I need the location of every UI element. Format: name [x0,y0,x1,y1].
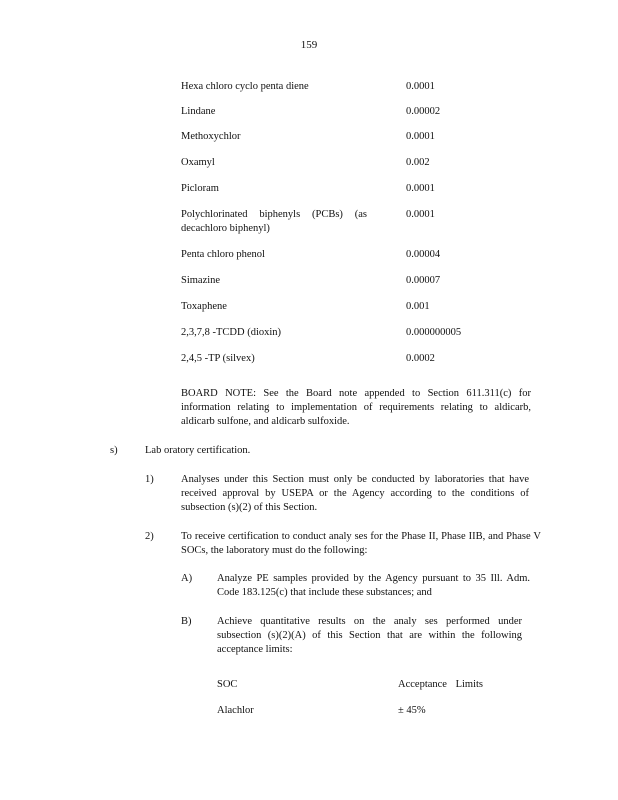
item-text: Analyses under this Section must only be conducted by laboratories that have received approval by USEPA or the Agency according to the conditions of subsection (s)(2) of this Section. [181,474,529,513]
contaminant-limit: 0.001 [406,301,430,312]
contaminant-limit: 0.0001 [406,81,435,92]
subitem-text: Analyze PE samples provided by the Agency pursuant to 35 Ill. Adm. Code 183.125(c) that include these substances; and [217,573,530,598]
board-note: BOARD NOTE: See the Board note appended to Section 611.311(c) for information relating to implementation of requirements relating to aldicarb, aldicarb sulfone, and aldicarb sulfoxide. [181,388,531,427]
contaminant-name: Simazine [181,275,221,286]
contaminant-limit: 0.00007 [406,275,441,286]
contaminant-name: Methoxychlor [181,131,241,142]
column-header-soc: SOC [217,679,238,690]
contaminant-name: 2,4,5 -TP (silvex) [181,353,255,364]
subitem-text: Achieve quantitative results on the analy ses performed under subsection (s)(2)(A) of this Section that are within the following acceptance limits: [217,616,522,655]
page-number: 159 [300,39,318,51]
contaminant-limit: 0.0001 [406,183,435,194]
contaminant-name: Lindane [181,106,216,117]
contaminant-limit: 0.002 [406,157,430,168]
item-marker: 2) [145,531,154,542]
contaminant-name: Toxaphene [181,301,227,312]
contaminant-name: Hexa chloro cyclo penta diene [181,81,309,92]
contaminant-limit: 0.0001 [406,209,435,220]
subitem-marker: A) [181,573,193,584]
subitem-marker: B) [181,616,192,627]
contaminant-limit: 0.00004 [406,249,441,260]
contaminant-name: Picloram [181,183,219,194]
contaminant-limit: 0.0001 [406,131,435,142]
contaminant-name: Penta chloro phenol [181,249,265,260]
column-header-acceptance-limits: Acceptance Limits [398,679,484,690]
contaminant-name: 2,3,7,8 -TCDD (dioxin) [181,327,282,338]
contaminant-limit: 0.00002 [406,106,441,117]
table-cell-soc: Alachlor [217,705,254,716]
contaminant-limit: 0.000000005 [406,327,462,338]
contaminant-limit: 0.0002 [406,353,435,364]
section-heading: Lab oratory certification. [145,445,251,456]
section-marker: s) [110,445,118,456]
contaminant-name: Polychlorinated biphenyls (PCBs) (as decachloro biphenyl) [181,209,367,234]
item-text: To receive certification to conduct analy ses for the Phase II, Phase IIB, and Phase V SOCs, the laboratory must do the following: [181,531,541,556]
item-marker: 1) [145,474,154,485]
contaminant-name: Oxamyl [181,157,215,168]
table-cell-limit: ± 45% [398,705,426,716]
